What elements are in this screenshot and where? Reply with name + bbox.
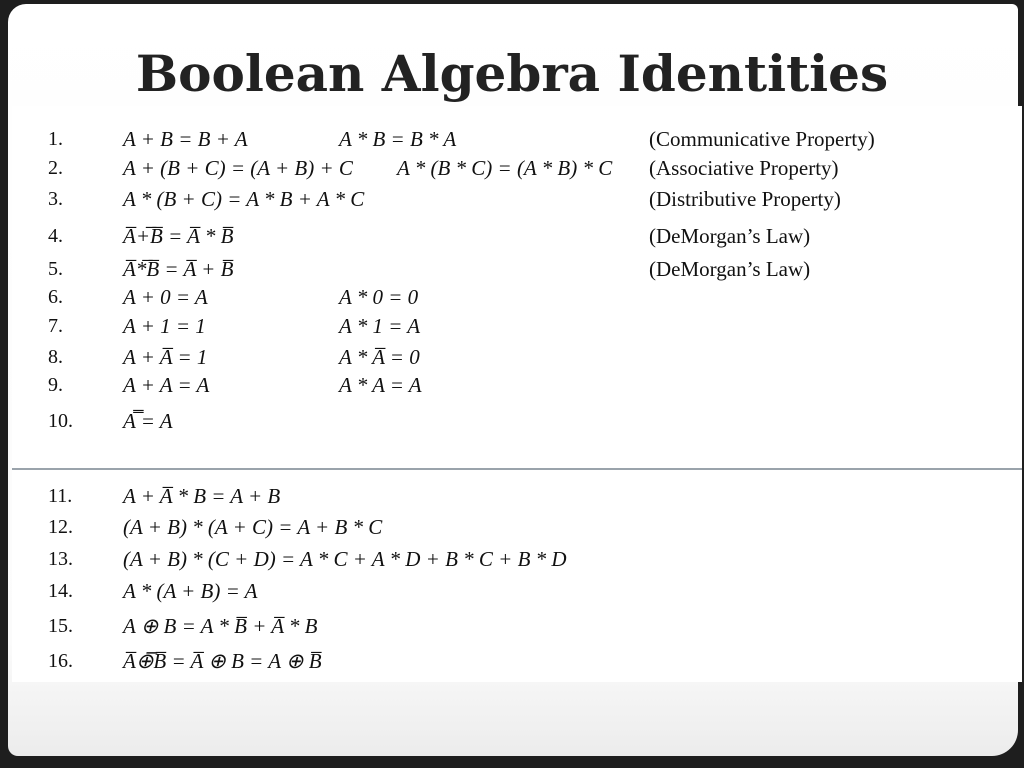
identity-row-11 <box>12 481 1022 511</box>
identity-number: 9. <box>48 374 63 396</box>
identity-number: 10. <box>48 410 73 432</box>
slide-title: Boolean Algebra Identities <box>135 44 889 103</box>
identity-expression-left: A̿ = A <box>123 409 173 433</box>
identity-number: 14. <box>48 580 73 602</box>
identity-row-9 <box>12 370 1022 400</box>
identity-row-6 <box>12 282 1022 312</box>
identity-expression-left: A ⊕ B = A * B̅ + A̅ * B <box>123 614 318 638</box>
identity-row-2 <box>12 153 1022 183</box>
property-label: (Communicative Property) <box>649 127 875 151</box>
identity-number: 8. <box>48 346 63 368</box>
identity-expression-left: A * (A + B) = A <box>123 579 258 603</box>
identity-expression-left: (A + B) * (C + D) = A * C + A * D + B * C + B * D <box>123 547 567 571</box>
identity-expression-right: A * 0 = 0 <box>339 285 419 309</box>
identity-row-16 <box>12 646 1022 676</box>
identity-number: 5. <box>48 258 63 280</box>
identity-number: 16. <box>48 650 73 672</box>
identity-number: 1. <box>48 128 63 150</box>
identity-expression-right: A * (B * C) = (A * B) * C <box>397 156 613 180</box>
identity-row-5 <box>12 254 1022 284</box>
identity-number: 6. <box>48 286 63 308</box>
identity-number: 3. <box>48 188 63 210</box>
identity-number: 15. <box>48 615 73 637</box>
identity-expression-left: A * (B + C) = A * B + A * C <box>123 187 365 211</box>
identity-row-10 <box>12 406 1022 436</box>
identity-expression-left: A + A̅ * B = A + B <box>123 484 281 508</box>
section-divider <box>12 468 1022 470</box>
identity-row-8 <box>12 342 1022 372</box>
identity-expression-left: A̅*̅B̅ = A̅ + B̅ <box>123 257 234 281</box>
identity-expression-left: A̅+̅B̅ = A̅ * B̅ <box>123 224 234 248</box>
identity-number: 11. <box>48 485 73 507</box>
identity-expression-left: A + (B + C) = (A + B) + C <box>123 156 353 180</box>
identity-expression-right: A * B = B * A <box>339 127 457 151</box>
identity-number: 2. <box>48 157 63 179</box>
identity-expression-left: A̅⊕̅B̅ = A̅ ⊕ B = A ⊕ B̅ <box>123 649 322 673</box>
identity-expression-left: A + A = A <box>123 373 210 397</box>
identity-number: 4. <box>48 225 63 247</box>
identity-row-15 <box>12 611 1022 641</box>
identity-row-1 <box>12 124 1022 154</box>
identity-row-4 <box>12 221 1022 251</box>
identity-expression-left: (A + B) * (A + C) = A + B * C <box>123 515 383 539</box>
identity-expression-right: A * A = A <box>339 373 422 397</box>
property-label: (DeMorgan’s Law) <box>649 224 811 248</box>
identity-number: 12. <box>48 516 73 538</box>
identity-expression-left: A + 1 = 1 <box>123 314 206 338</box>
identity-expression-left: A + B = B + A <box>123 127 248 151</box>
identity-row-14 <box>12 576 1022 606</box>
identity-number: 7. <box>48 315 63 337</box>
identity-row-3 <box>12 184 1022 214</box>
identity-expression-left: A + 0 = A <box>123 285 208 309</box>
identity-row-7 <box>12 311 1022 341</box>
property-label: (Associative Property) <box>649 156 839 180</box>
property-label: (DeMorgan’s Law) <box>649 257 811 281</box>
property-label: (Distributive Property) <box>649 187 841 211</box>
identity-row-13 <box>12 544 1022 574</box>
identity-expression-left: A + A̅ = 1 <box>123 345 208 369</box>
identity-number: 13. <box>48 548 73 570</box>
identity-row-12 <box>12 512 1022 542</box>
identity-expression-right: A * A̅ = 0 <box>339 345 420 369</box>
identities-table <box>12 106 1022 682</box>
identity-expression-right: A * 1 = A <box>339 314 421 338</box>
